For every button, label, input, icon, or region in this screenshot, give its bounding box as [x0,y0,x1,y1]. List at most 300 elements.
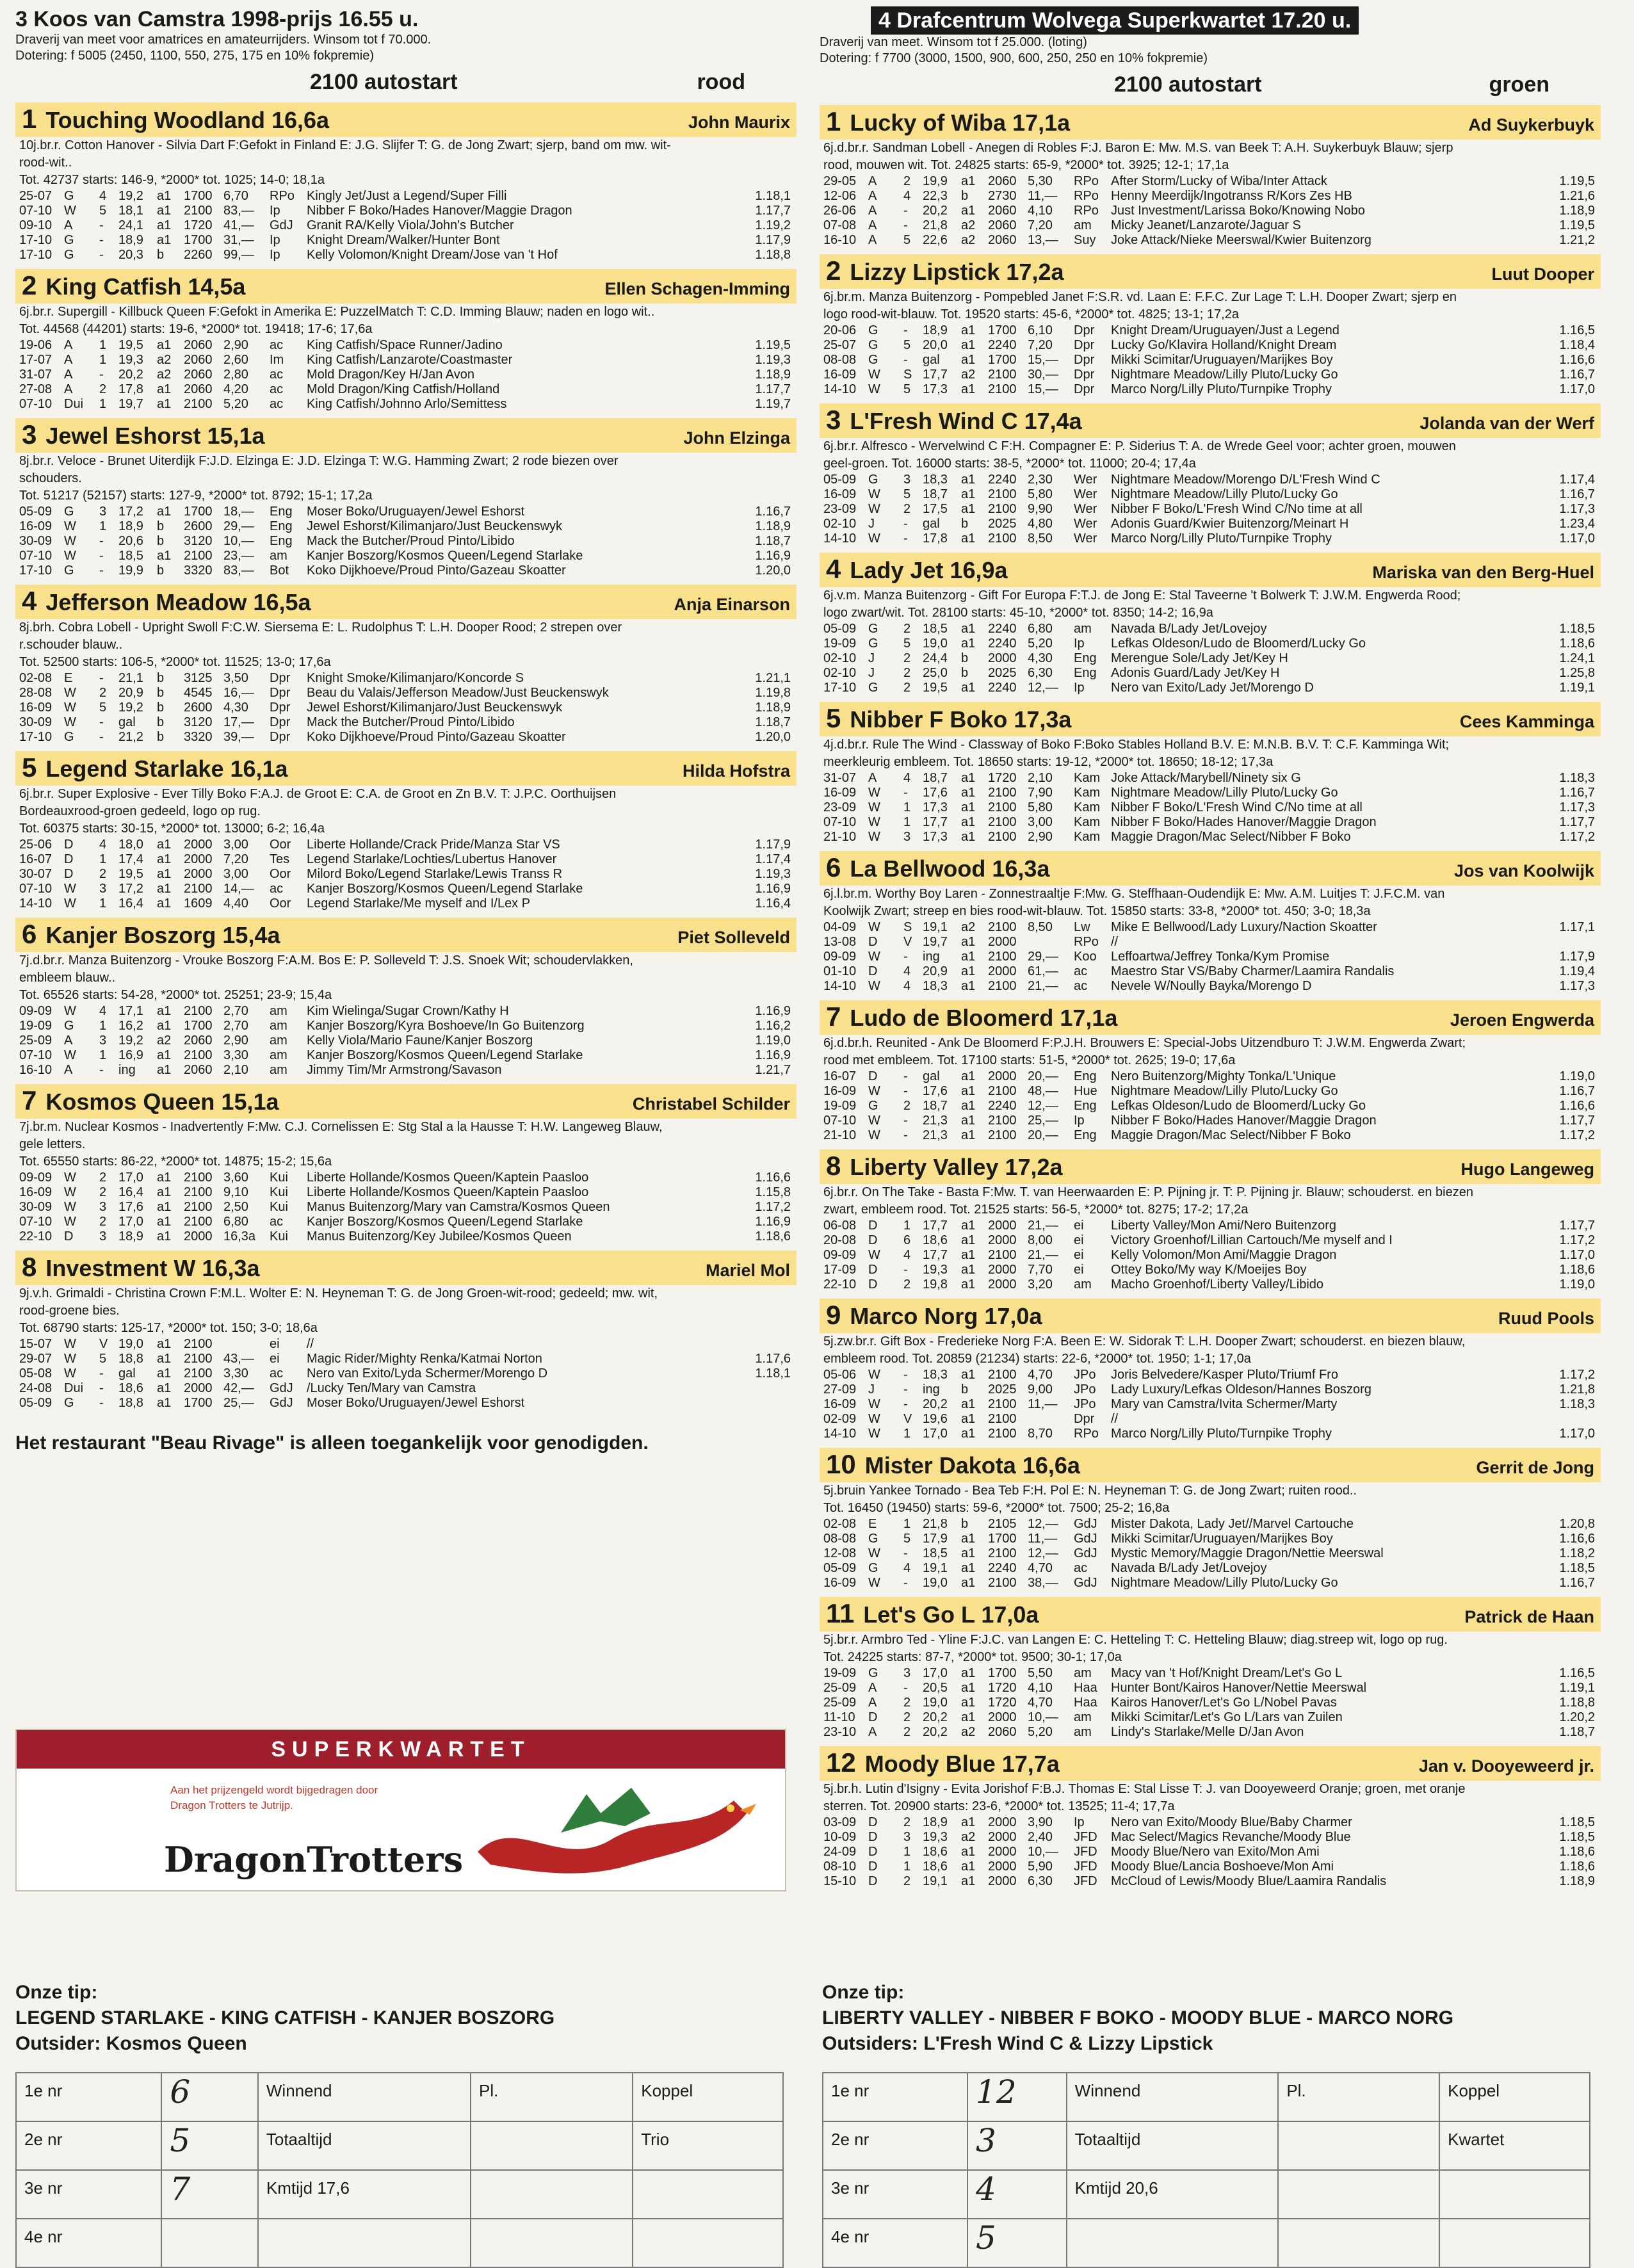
start-cell: Oor [270,838,291,852]
start-cell: Dui [64,397,84,411]
start-cell: Wer [1074,517,1097,531]
start-cell: 24-08 [19,1381,53,1395]
start-cell: 03-09 [823,1815,857,1829]
start-row [19,701,791,715]
start-cell: am [270,1019,287,1033]
start-cell: 19-09 [19,1019,53,1033]
start-cell: 2100 [988,950,1017,964]
start-cell: 17,1 [118,1004,143,1018]
start-cell: Wer [1074,531,1097,546]
start-cell: 6,70 [223,189,248,203]
tip-race-4 [822,1980,1590,2057]
start-cell: Kui [270,1185,288,1199]
start-cell: 1.16,6 [1559,1532,1595,1546]
start-cell: Nibber F Boko/Hades Hanover/Maggie Dragon [1111,815,1377,829]
start-cell: Jewel Eshorst/Kilimanjaro/Just Beuckenswyk [307,701,563,715]
start-cell: 07-10 [19,1048,53,1062]
start-cell: 2 [99,686,107,700]
start-cell: A [868,1725,877,1739]
start-cell: 18,3 [923,473,948,487]
start-cell: 7,20 [1028,338,1053,352]
start-cell: Wer [1074,473,1097,487]
start-row [19,218,791,233]
start-cell: 17-10 [823,681,857,695]
start-cell: 4,20 [223,382,248,396]
start-cell: 1700 [988,1666,1017,1680]
start-cell: a2 [961,1830,976,1844]
start-cell: b [157,519,165,533]
start-cell: a1 [157,1366,172,1381]
start-cell: G [868,636,878,651]
start-cell: 16,— [223,686,254,700]
driver-name: Jos van Koolwijk [1453,861,1594,880]
start-cell: 18,9 [923,323,948,337]
previous-starts-table [823,1069,1595,1143]
start-row [19,1352,791,1366]
result-cell [1278,2170,1439,2219]
start-cell: 48,— [1028,1084,1058,1098]
tip-picks: LEGEND STARLAKE - KING CATFISH - KANJER BOSZORG [15,2007,555,2029]
start-cell: 18,3 [923,1368,948,1382]
start-row [823,1517,1595,1532]
start-cell: Oor [270,867,291,881]
start-cell: Kairos Hanover/Let's Go L/Nobel Pavas [1111,1696,1337,1710]
start-cell: Marco Norg/Lilly Pluto/Turnpike Trophy [1111,1427,1332,1441]
start-cell: Kui [270,1170,288,1185]
result-cell: Kmtijd 20,6 [1067,2170,1279,2219]
start-cell: 17-09 [823,1263,857,1277]
start-cell: b [961,517,969,531]
start-cell: am [270,1048,287,1062]
start-number: 12 [826,1747,856,1778]
race-distance-line [820,70,1601,99]
horse-entry [820,702,1601,845]
start-cell: 30,— [1028,368,1058,382]
start-cell: Eng [1074,651,1097,665]
start-cell: 18,— [223,505,254,519]
start-cell: 1700 [184,1019,213,1033]
start-cell: Kui [270,1200,288,1214]
start-cell: Haa [1074,1681,1097,1695]
start-cell: 2000 [988,1263,1017,1277]
start-cell: 09-09 [823,950,857,964]
start-cell: 1.21,6 [1559,189,1595,203]
start-cell: W [64,1048,76,1062]
start-row [19,368,791,382]
start-cell: - [99,730,104,744]
start-cell: Ip [270,248,280,262]
start-cell: 2060 [184,353,213,367]
race-distance: 2100 autostart [310,70,458,94]
horse-info-line: 6j.d.br.h. Reunited - Ank De Bloomerd F:P.J.H. Brouwers E: Special-Jobs Uitzendburo T: J.W.M. Engwerda Zwart; [823,1036,1466,1050]
start-cell: 3125 [184,671,213,685]
start-cell: GdJ [270,1396,293,1410]
start-cell: gal [923,353,940,367]
start-cell: Joke Attack/Marybell/Ninety six G [1111,771,1301,785]
start-cell: 5,20 [223,397,248,411]
horse-info-line: 8j.br.r. Veloce - Brunet Uiterdijk F:J.D. Elzinga E: J.D. Elzinga T: W.G. Hamming Zwart; 2 rode biezen over [19,454,619,468]
start-cell: 2100 [184,1185,213,1199]
previous-starts-table [19,505,791,578]
start-cell: 16-10 [823,233,857,247]
start-cell: 1.17,4 [755,852,791,866]
start-cell: 1 [903,1219,911,1233]
start-cell: a1 [961,204,976,218]
start-cell: 19,5 [118,338,143,352]
result-cell: Pl. [1278,2073,1439,2121]
result-row [16,2121,783,2170]
start-cell: 5 [903,338,911,352]
start-cell: 07-10 [19,397,53,411]
start-cell: 2100 [988,815,1017,829]
start-cell: Dpr [270,730,291,744]
start-cell: 08-08 [823,1532,857,1546]
start-cell: a1 [961,1114,976,1128]
start-cell: 17,7 [923,1248,948,1262]
horse-info-line: 10j.br.r. Cotton Hanover - Silvia Dart F:Gefokt in Finland E: J.G. Slijfer T: G. de Jong Zwart; sjerp, band om mw. wit- [19,138,671,152]
start-cell: W [868,502,880,516]
horse-entry [820,553,1601,695]
start-cell: Hunter Bont/Kairos Hanover/Nettie Meerswal [1111,1681,1367,1695]
entry-header [820,403,1601,438]
start-cell: 2000 [184,1229,213,1243]
driver-name: Mariel Mol [705,1261,790,1280]
start-cell: 10,— [1028,1710,1058,1724]
start-cell: 2 [903,1815,911,1829]
horse-info-line: 9j.v.h. Grimaldi - Christina Crown F:M.L. Wolter E: N. Heyneman T: G. de Jong Groen-wit-rood; gedeeld; mw. wit, [19,1286,658,1300]
start-cell: 2025 [988,1382,1017,1397]
start-cell: 16-09 [823,1397,857,1411]
result-cell: Pl. [471,2073,633,2121]
start-cell: 1700 [988,323,1017,337]
start-cell: Lindy's Starlake/Melle D/Jan Avon [1111,1725,1304,1739]
start-row [823,1128,1595,1143]
start-cell: 16,4 [118,896,143,911]
entry-header [820,1448,1601,1482]
start-cell: 21,2 [118,730,143,744]
start-cell: a1 [961,1099,976,1113]
start-cell: Kam [1074,771,1101,785]
start-row [823,531,1595,546]
start-cell: 2,70 [223,1019,248,1033]
start-row [19,1033,791,1048]
start-cell: 1.18,9 [755,701,791,715]
entry-header [820,1149,1601,1184]
start-cell: 1720 [988,1696,1017,1710]
start-cell: 1 [903,1517,911,1531]
start-cell: ei [1074,1263,1084,1277]
start-cell: 2100 [988,786,1017,800]
horse-name: Kosmos Queen 15,1a [45,1089,279,1115]
start-cell: D [64,852,74,866]
start-cell: Bot [270,563,289,578]
start-cell: G [64,189,74,203]
start-cell: 21,3 [923,1128,948,1142]
start-cell: Nibber F Boko/L'Fresh Wind C/No time at all [1111,800,1363,814]
horse-name: L'Fresh Wind C 17,4a [850,408,1082,434]
previous-starts-table [823,1368,1595,1441]
start-row [823,636,1595,651]
start-cell: 21,— [1028,1248,1058,1262]
start-row [19,686,791,701]
start-cell: 07-10 [19,882,53,896]
start-cell: Maggie Dragon/Mac Select/Nibber F Boko [1111,1128,1351,1142]
start-cell: 1.21,8 [1559,1382,1595,1397]
start-cell: a1 [157,549,172,563]
start-cell: 17,5 [923,502,948,516]
start-cell: 2,70 [223,1004,248,1018]
start-cell: 2100 [988,800,1017,814]
start-cell: Nightmare Meadow/Lilly Pluto/Lucky Go [1111,786,1338,800]
start-cell: W [64,1200,76,1214]
start-cell: Knight Dream/Walker/Hunter Bont [307,233,500,247]
start-cell: 17,0 [118,1170,143,1185]
start-cell: 1.16,6 [1559,353,1595,367]
start-cell: 1700 [988,353,1017,367]
start-cell: 2730 [988,189,1017,203]
start-cell: 17,0 [118,1215,143,1229]
start-cell: 1.18,9 [1559,1874,1595,1888]
start-cell: Liberte Hollande/Kosmos Queen/Kaptein Paasloo [307,1185,589,1199]
start-cell: 09-10 [19,218,53,232]
start-cell: W [868,950,880,964]
start-cell: a2 [157,1033,172,1048]
start-cell: am [270,549,287,563]
start-cell: 18,9 [118,233,143,247]
start-cell: 2000 [988,1710,1017,1724]
start-cell: 18,7 [923,1099,948,1113]
start-cell: 29-07 [19,1352,53,1366]
start-cell: A [64,1033,73,1048]
start-cell: 2000 [988,1845,1017,1859]
start-row [823,815,1595,830]
start-cell: ac [270,397,284,411]
start-cell: 5,20 [1028,1725,1053,1739]
start-cell: - [903,1546,908,1560]
start-cell: 20,2 [923,1710,948,1724]
start-row [823,1696,1595,1710]
previous-starts-table [19,1004,791,1078]
start-cell: - [903,1069,908,1083]
start-cell: S [903,920,912,934]
start-cell: Suy [1074,233,1096,247]
driver-name: John Maurix [688,113,790,132]
start-cell: 17,3 [923,382,948,396]
start-cell: 17,6 [118,1200,143,1214]
start-cell: 8,50 [1028,920,1053,934]
start-cell: 25,— [223,1396,254,1410]
start-cell: 1 [903,815,911,829]
start-cell: W [868,830,880,844]
start-cell: W [868,1427,880,1441]
start-cell: - [99,1396,104,1410]
start-cell: Moody Blue/Nero van Exito/Mon Ami [1111,1845,1320,1859]
start-cell: a1 [961,1219,976,1233]
start-cell: 31-07 [19,368,53,382]
start-cell: 2 [99,867,107,881]
start-cell: - [99,715,104,729]
driver-name: Mariska van den Berg-Huel [1372,563,1594,582]
start-cell: J [868,651,875,665]
start-cell: 43,— [223,1352,254,1366]
horse-info-line: embleem blauw.. [19,971,116,985]
horse-name: Touching Woodland 16,6a [45,107,330,133]
horse-info-line: geel-groen. Tot. 16000 starts: 38-5, *2000* tot. 11000; 20-4; 17,4a [823,457,1196,471]
start-cell: G [64,563,74,578]
start-cell: 2000 [988,964,1017,978]
result-cell: 2e nr [16,2121,161,2170]
start-cell: b [157,671,165,685]
race-color: rood [697,70,745,94]
start-cell: 1 [99,338,107,352]
start-cell: 2240 [988,1561,1017,1575]
start-cell: a1 [157,338,172,352]
banner-line-1: Aan het prijzengeld wordt bijgedragen door [170,1784,378,1796]
start-cell: b [157,686,165,700]
start-cell: Liberte Hollande/Kosmos Queen/Kaptein Paasloo [307,1170,589,1185]
start-cell: D [868,964,878,978]
start-cell: 5,20 [1028,636,1053,651]
start-cell: 25-09 [823,1681,857,1695]
start-cell: am [270,1033,287,1048]
start-row [19,382,791,397]
start-number: 10 [826,1449,856,1479]
start-cell: 2 [99,1170,107,1185]
start-cell: 2 [903,1099,911,1113]
start-cell: 4,70 [1028,1368,1053,1382]
start-cell: 5,80 [1028,487,1053,501]
start-cell: a1 [157,233,172,247]
start-row [823,353,1595,368]
start-cell: a1 [157,397,172,411]
start-row [19,852,791,867]
start-cell: 22,6 [923,233,948,247]
horse-name: Lucky of Wiba 17,1a [850,109,1071,136]
start-cell: King Catfish/Lanzarote/Coastmaster [307,353,513,367]
horse-info-line: 6j.br.r. Alfresco - Wervelwind C F:H. Compagner E: P. Siderius T: A. de Wrede Geel voor; achter groen, mouwen [823,439,1456,453]
start-cell: Maggie Dragon/Mac Select/Nibber F Boko [1111,830,1351,844]
previous-starts-table [19,1337,791,1411]
start-cell: 19,2 [118,189,143,203]
result-cell: Trio [633,2121,783,2170]
start-cell: 1 [99,519,107,533]
superkwartet-banner [15,1729,786,1891]
result-cell: 1e nr [823,2073,967,2121]
start-cell: 1.19,0 [1559,1277,1595,1292]
start-cell: 2100 [988,368,1017,382]
start-cell: 17-10 [19,563,53,578]
start-cell: a1 [157,1337,172,1351]
horse-info-line: 6j.br.r. Super Explosive - Ever Tilly Boko F:A.J. de Groot E: C.A. de Groot en Zn B.V. T: J.P.C. Oorthuijsen [19,787,617,801]
start-cell: 2240 [988,636,1017,651]
start-cell: Ottey Boko/My way K/Moeijes Boy [1111,1263,1307,1277]
start-cell: 1720 [988,1681,1017,1695]
start-cell: 1 [99,896,107,911]
start-cell: W [64,1215,76,1229]
start-cell: Ip [270,233,280,247]
start-cell: E [868,1517,877,1531]
horse-info-line: rood, mouwen wit. Tot. 24825 starts: 65-9, *2000* tot. 3925; 12-1; 17,1a [823,158,1229,172]
start-cell: 1.24,1 [1559,651,1595,665]
start-number: 9 [826,1300,841,1330]
start-cell: - [903,218,908,232]
start-cell: A [64,353,73,367]
start-cell: 05-09 [823,473,857,487]
horse-info-line: 5j.zw.br.r. Gift Box - Frederieke Norg F:A. Been E: W. Sidorak T: L.H. Dooper Zwart; schouderst. en biezen blauw, [823,1334,1466,1349]
start-cell: - [903,1084,908,1098]
start-cell: Nero van Exito/Lyda Schermer/Morengo D [307,1366,548,1381]
driver-name: John Elzinga [683,428,790,448]
start-cell: Dpr [1074,1412,1095,1426]
start-cell: 01-10 [823,964,857,978]
start-cell: 5 [903,636,911,651]
start-cell: - [99,248,104,262]
start-cell: Mold Dragon/Key H/Jan Avon [307,368,475,382]
start-cell: 02-10 [823,517,857,531]
race-color: groen [1489,72,1549,97]
start-cell: 1.18,9 [1559,204,1595,218]
start-cell: 2100 [988,920,1017,934]
horse-name: Lizzy Lipstick 17,2a [850,259,1064,285]
start-cell: 1.17,7 [1559,815,1595,829]
start-cell: am [1074,1277,1092,1292]
start-cell: Mary van Camstra/Ivita Schermer/Marty [1111,1397,1338,1411]
start-row [823,1084,1595,1099]
horse-info-line: 5j.br.h. Lutin d'Isigny - Evita Jorishof F:B.J. Thomas E: Stal Lisse T: J. van Dooyeweerd Oranje; groen, met oranje [823,1782,1466,1796]
horse-info-line: 8j.brh. Cobra Lobell - Upright Swoll F:C.W. Siersema E: L. Rudolphus T: L.H. Dooper Rood; 2 strepen over [19,620,622,635]
entry-header [15,1084,797,1119]
entry-header [15,269,797,304]
previous-starts-table [19,838,791,911]
start-cell: Nibber F Boko/L'Fresh Wind C/No time at all [1111,502,1363,516]
start-cell: 2,30 [1028,473,1053,487]
start-row [823,1681,1595,1696]
start-cell: 3,30 [223,1366,248,1381]
start-number: 3 [826,405,841,435]
start-number: 2 [826,255,841,286]
start-number: 7 [826,1001,841,1032]
start-cell: Im [270,353,284,367]
start-cell: 1.19,1 [1559,681,1595,695]
driver-name: Ellen Schagen-Imming [604,279,790,298]
start-cell: 21,8 [923,218,948,232]
entry-header [15,918,797,952]
start-cell: A [868,233,877,247]
start-cell: 18,6 [923,1859,948,1874]
start-cell: 2100 [184,1170,213,1185]
start-cell: b [157,701,165,715]
horse-info-line: Tot. 52500 starts: 106-5, *2000* tot. 11525; 13-0; 17,6a [19,655,331,669]
start-cell: a1 [961,1277,976,1292]
start-cell: 1.17,1 [1559,920,1595,934]
horse-name: King Catfish 14,5a [45,273,246,300]
start-cell: 9,10 [223,1185,248,1199]
start-cell: Manus Buitenzorg/Key Jubilee/Kosmos Queen [307,1229,572,1243]
start-number: 11 [826,1598,855,1628]
start-cell: W [64,686,76,700]
horse-entry [15,418,797,578]
driver-name: Jan v. Dooyeweerd jr. [1418,1756,1594,1776]
start-cell: Oor [270,896,291,911]
start-cell: Dpr [1074,353,1095,367]
start-cell: a1 [157,382,172,396]
start-cell: Kelly Volomon/Knight Dream/Jose van 't Hof [307,248,558,262]
start-cell: RPo [1074,1427,1099,1441]
horse-info-line: Tot. 68790 starts: 125-17, *2000* tot. 150; 3-0; 18,6a [19,1321,318,1335]
start-cell: /Lucky Ten/Mary van Camstra [307,1381,476,1395]
start-cell: 3 [99,505,107,519]
start-cell: W [64,1366,76,1381]
